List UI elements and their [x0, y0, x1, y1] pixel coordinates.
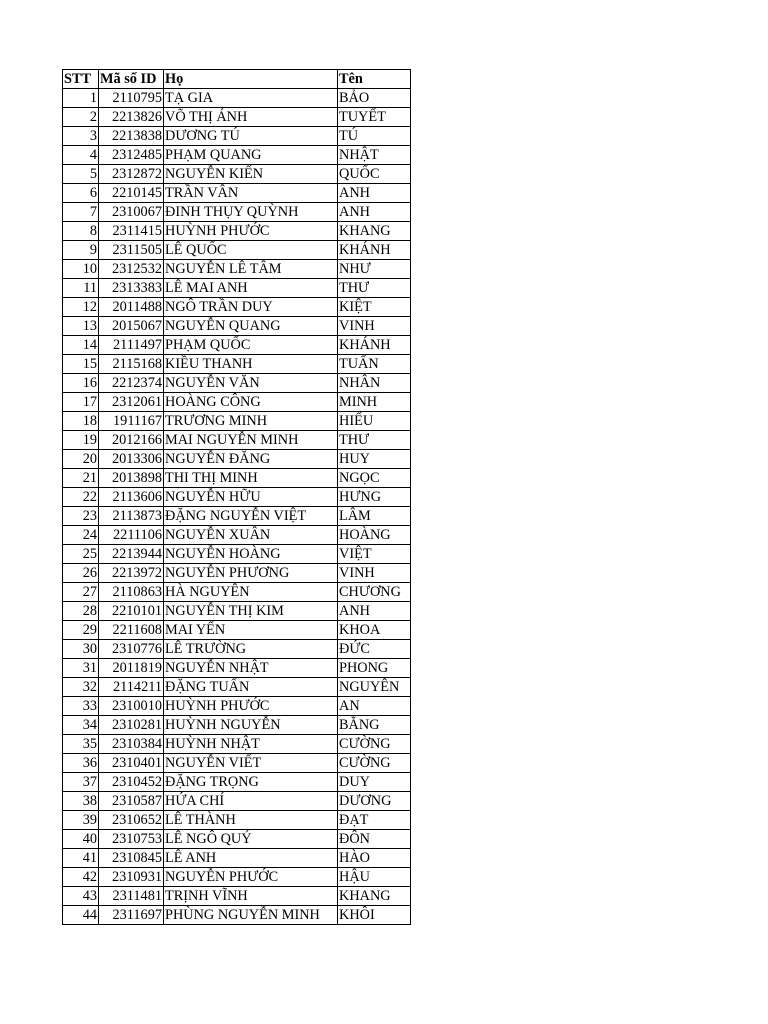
student-id-cell: 2310401: [99, 754, 164, 773]
row-number-cell: 7: [63, 203, 99, 222]
student-id-cell: 2013898: [99, 469, 164, 488]
given-name-cell: ANH: [338, 602, 411, 621]
student-id-cell: 2012166: [99, 431, 164, 450]
family-name-cell: ĐINH THỤY QUỲNH: [164, 203, 338, 222]
row-number-cell: 8: [63, 222, 99, 241]
student-id-cell: 2015067: [99, 317, 164, 336]
row-number-cell: 24: [63, 526, 99, 545]
table-row: [63, 697, 411, 716]
family-name-cell: LÊ TRƯỜNG: [164, 640, 338, 659]
given-name-cell: BẢO: [338, 89, 411, 108]
family-name-cell: MAI NGUYỄN MINH: [164, 431, 338, 450]
student-id-cell: 2213838: [99, 127, 164, 146]
family-name-cell: LÊ NGÔ QUÝ: [164, 830, 338, 849]
table-row: [63, 659, 411, 678]
family-name-cell: LÊ MAI ANH: [164, 279, 338, 298]
table-row: [63, 716, 411, 735]
student-id-cell: 2310931: [99, 868, 164, 887]
row-number-cell: 35: [63, 735, 99, 754]
given-name-cell: HIẾU: [338, 412, 411, 431]
family-name-cell: LÊ THÀNH: [164, 811, 338, 830]
family-name-cell: HOÀNG CÔNG: [164, 393, 338, 412]
row-number-cell: 32: [63, 678, 99, 697]
table-row: [63, 621, 411, 640]
table-row: [63, 830, 411, 849]
family-name-cell: ĐẶNG TUẤN: [164, 678, 338, 697]
table-row: [63, 336, 411, 355]
table-row: [63, 298, 411, 317]
family-name-cell: PHẠM QUỐC: [164, 336, 338, 355]
row-number-cell: 12: [63, 298, 99, 317]
row-number-cell: 33: [63, 697, 99, 716]
student-id-cell: 2213972: [99, 564, 164, 583]
student-id-cell: 2111497: [99, 336, 164, 355]
family-name-cell: DƯƠNG TÚ: [164, 127, 338, 146]
table-row: [63, 279, 411, 298]
row-number-cell: 13: [63, 317, 99, 336]
family-name-cell: NGUYỄN PHƯỚC: [164, 868, 338, 887]
table-row: [63, 868, 411, 887]
student-id-cell: 2311697: [99, 906, 164, 925]
student-id-cell: 2011819: [99, 659, 164, 678]
student-id-cell: 2310845: [99, 849, 164, 868]
family-name-cell: TẠ GIA: [164, 89, 338, 108]
row-number-cell: 2: [63, 108, 99, 127]
row-number-cell: 30: [63, 640, 99, 659]
given-name-cell: CƯỜNG: [338, 735, 411, 754]
table-row: [63, 222, 411, 241]
table-row: [63, 450, 411, 469]
table-row: [63, 906, 411, 925]
family-name-cell: HUỲNH NHẬT: [164, 735, 338, 754]
row-number-cell: 25: [63, 545, 99, 564]
student-id-cell: 2115168: [99, 355, 164, 374]
table-header-row: [63, 70, 411, 89]
family-name-cell: THI THỊ MINH: [164, 469, 338, 488]
student-id-cell: 2110795: [99, 89, 164, 108]
given-name-cell: CHƯƠNG: [338, 583, 411, 602]
row-number-cell: 39: [63, 811, 99, 830]
family-name-cell: NGUYỄN VĂN: [164, 374, 338, 393]
given-name-cell: VINH: [338, 317, 411, 336]
row-number-cell: 3: [63, 127, 99, 146]
student-id-cell: 2310587: [99, 792, 164, 811]
family-name-cell: NGUYỄN XUÂN: [164, 526, 338, 545]
table-row: [63, 374, 411, 393]
table-row: [63, 412, 411, 431]
row-number-cell: 23: [63, 507, 99, 526]
given-name-cell: CƯỜNG: [338, 754, 411, 773]
row-number-cell: 10: [63, 260, 99, 279]
family-name-cell: KIỀU THANH: [164, 355, 338, 374]
row-number-cell: 34: [63, 716, 99, 735]
table-row: [63, 184, 411, 203]
table-row: [63, 89, 411, 108]
given-name-cell: HẬU: [338, 868, 411, 887]
student-id-cell: 2210145: [99, 184, 164, 203]
student-id-cell: 2312532: [99, 260, 164, 279]
table-row: [63, 811, 411, 830]
student-id-cell: 2312485: [99, 146, 164, 165]
header-family-name: Họ: [164, 70, 338, 89]
family-name-cell: ĐẶNG NGUYỄN VIỆT: [164, 507, 338, 526]
table-row: [63, 317, 411, 336]
student-id-cell: 2310384: [99, 735, 164, 754]
table-row: [63, 583, 411, 602]
family-name-cell: HÀ NGUYÊN: [164, 583, 338, 602]
student-id-cell: 2311415: [99, 222, 164, 241]
family-name-cell: NGUYỄN HOÀNG: [164, 545, 338, 564]
student-id-cell: 2110863: [99, 583, 164, 602]
row-number-cell: 18: [63, 412, 99, 431]
given-name-cell: HUY: [338, 450, 411, 469]
table-body: [63, 89, 411, 925]
table-row: [63, 127, 411, 146]
table-row: [63, 241, 411, 260]
row-number-cell: 42: [63, 868, 99, 887]
student-id-cell: 1911167: [99, 412, 164, 431]
family-name-cell: ĐẶNG TRỌNG: [164, 773, 338, 792]
given-name-cell: KHÁNH: [338, 336, 411, 355]
row-number-cell: 6: [63, 184, 99, 203]
table-row: [63, 887, 411, 906]
table-row: [63, 260, 411, 279]
given-name-cell: KHANG: [338, 222, 411, 241]
table-row: [63, 355, 411, 374]
given-name-cell: KHANG: [338, 887, 411, 906]
row-number-cell: 19: [63, 431, 99, 450]
table-row: [63, 488, 411, 507]
row-number-cell: 29: [63, 621, 99, 640]
given-name-cell: HƯNG: [338, 488, 411, 507]
given-name-cell: ĐÔN: [338, 830, 411, 849]
row-number-cell: 20: [63, 450, 99, 469]
row-number-cell: 9: [63, 241, 99, 260]
family-name-cell: HUỲNH PHƯỚC: [164, 222, 338, 241]
family-name-cell: NGUYỄN HỮU: [164, 488, 338, 507]
family-name-cell: NGUYỄN ĐĂNG: [164, 450, 338, 469]
student-id-cell: 2013306: [99, 450, 164, 469]
student-id-cell: 2311481: [99, 887, 164, 906]
given-name-cell: AN: [338, 697, 411, 716]
table-row: [63, 545, 411, 564]
student-id-cell: 2310452: [99, 773, 164, 792]
given-name-cell: ĐẠT: [338, 811, 411, 830]
header-stt: STT: [63, 70, 99, 89]
table-row: [63, 640, 411, 659]
family-name-cell: HUỲNH PHƯỚC: [164, 697, 338, 716]
student-id-cell: 2210101: [99, 602, 164, 621]
family-name-cell: LÊ ANH: [164, 849, 338, 868]
given-name-cell: NHÂN: [338, 374, 411, 393]
row-number-cell: 21: [63, 469, 99, 488]
table-row: [63, 773, 411, 792]
table-row: [63, 792, 411, 811]
student-id-cell: 2113606: [99, 488, 164, 507]
family-name-cell: NGUYỄN THỊ KIM: [164, 602, 338, 621]
row-number-cell: 5: [63, 165, 99, 184]
given-name-cell: NGUYÊN: [338, 678, 411, 697]
given-name-cell: THƯ: [338, 431, 411, 450]
row-number-cell: 31: [63, 659, 99, 678]
family-name-cell: PHÙNG NGUYỄN MINH: [164, 906, 338, 925]
row-number-cell: 26: [63, 564, 99, 583]
family-name-cell: NGÔ TRẦN DUY: [164, 298, 338, 317]
student-id-cell: 2310067: [99, 203, 164, 222]
row-number-cell: 41: [63, 849, 99, 868]
given-name-cell: KHÁNH: [338, 241, 411, 260]
given-name-cell: ANH: [338, 184, 411, 203]
student-id-cell: 2310753: [99, 830, 164, 849]
given-name-cell: KHOA: [338, 621, 411, 640]
given-name-cell: QUỐC: [338, 165, 411, 184]
table-row: [63, 146, 411, 165]
row-number-cell: 16: [63, 374, 99, 393]
student-id-cell: 2213826: [99, 108, 164, 127]
given-name-cell: THƯ: [338, 279, 411, 298]
given-name-cell: HOÀNG: [338, 526, 411, 545]
family-name-cell: LÊ QUỐC: [164, 241, 338, 260]
row-number-cell: 38: [63, 792, 99, 811]
given-name-cell: VIỆT: [338, 545, 411, 564]
row-number-cell: 44: [63, 906, 99, 925]
row-number-cell: 28: [63, 602, 99, 621]
table-row: [63, 678, 411, 697]
given-name-cell: KIỆT: [338, 298, 411, 317]
student-id-cell: 2310281: [99, 716, 164, 735]
given-name-cell: TUYẾT: [338, 108, 411, 127]
table-row: [63, 735, 411, 754]
row-number-cell: 27: [63, 583, 99, 602]
family-name-cell: TRƯƠNG MINH: [164, 412, 338, 431]
given-name-cell: NHẬT: [338, 146, 411, 165]
student-id-cell: 2310776: [99, 640, 164, 659]
given-name-cell: PHONG: [338, 659, 411, 678]
family-name-cell: HỨA CHÍ: [164, 792, 338, 811]
student-roster-sheet: [62, 69, 411, 925]
table-row: [63, 507, 411, 526]
table-row: [63, 526, 411, 545]
student-id-cell: 2212374: [99, 374, 164, 393]
family-name-cell: NGUYỄN VIẾT: [164, 754, 338, 773]
family-name-cell: NGUYỄN LÊ TÂM: [164, 260, 338, 279]
family-name-cell: NGUYỄN KIẾN: [164, 165, 338, 184]
given-name-cell: TÚ: [338, 127, 411, 146]
row-number-cell: 14: [63, 336, 99, 355]
family-name-cell: TRẦN VÂN: [164, 184, 338, 203]
student-id-cell: 2113873: [99, 507, 164, 526]
table-row: [63, 108, 411, 127]
row-number-cell: 4: [63, 146, 99, 165]
given-name-cell: TUẤN: [338, 355, 411, 374]
row-number-cell: 43: [63, 887, 99, 906]
row-number-cell: 36: [63, 754, 99, 773]
header-given-name: Tên: [338, 70, 411, 89]
given-name-cell: MINH: [338, 393, 411, 412]
given-name-cell: VINH: [338, 564, 411, 583]
row-number-cell: 22: [63, 488, 99, 507]
student-id-cell: 2211106: [99, 526, 164, 545]
row-number-cell: 17: [63, 393, 99, 412]
student-id-cell: 2310010: [99, 697, 164, 716]
given-name-cell: NHƯ: [338, 260, 411, 279]
given-name-cell: ĐỨC: [338, 640, 411, 659]
family-name-cell: VÕ THỊ ÁNH: [164, 108, 338, 127]
student-id-cell: 2114211: [99, 678, 164, 697]
table-row: [63, 393, 411, 412]
given-name-cell: LÂM: [338, 507, 411, 526]
row-number-cell: 15: [63, 355, 99, 374]
row-number-cell: 1: [63, 89, 99, 108]
row-number-cell: 37: [63, 773, 99, 792]
table-row: [63, 203, 411, 222]
family-name-cell: TRỊNH VĨNH: [164, 887, 338, 906]
table-row: [63, 849, 411, 868]
student-id-cell: 2312872: [99, 165, 164, 184]
table-row: [63, 165, 411, 184]
student-id-cell: 2312061: [99, 393, 164, 412]
student-id-cell: 2310652: [99, 811, 164, 830]
student-id-cell: 2311505: [99, 241, 164, 260]
header-student-id: Mã số ID: [99, 70, 164, 89]
row-number-cell: 11: [63, 279, 99, 298]
table-row: [63, 602, 411, 621]
student-id-cell: 2211608: [99, 621, 164, 640]
given-name-cell: DUY: [338, 773, 411, 792]
student-id-cell: 2313383: [99, 279, 164, 298]
table-row: [63, 754, 411, 773]
given-name-cell: BẰNG: [338, 716, 411, 735]
family-name-cell: MAI YẾN: [164, 621, 338, 640]
student-roster-table: [62, 69, 411, 925]
family-name-cell: NGUYỄN NHẬT: [164, 659, 338, 678]
given-name-cell: DƯƠNG: [338, 792, 411, 811]
family-name-cell: HUỲNH NGUYỄN: [164, 716, 338, 735]
family-name-cell: NGUYỄN PHƯƠNG: [164, 564, 338, 583]
given-name-cell: ANH: [338, 203, 411, 222]
table-row: [63, 564, 411, 583]
student-id-cell: 2011488: [99, 298, 164, 317]
row-number-cell: 40: [63, 830, 99, 849]
student-id-cell: 2213944: [99, 545, 164, 564]
given-name-cell: NGỌC: [338, 469, 411, 488]
table-row: [63, 469, 411, 488]
table-row: [63, 431, 411, 450]
given-name-cell: KHÔI: [338, 906, 411, 925]
family-name-cell: NGUYỄN QUANG: [164, 317, 338, 336]
given-name-cell: HÀO: [338, 849, 411, 868]
family-name-cell: PHẠM QUANG: [164, 146, 338, 165]
